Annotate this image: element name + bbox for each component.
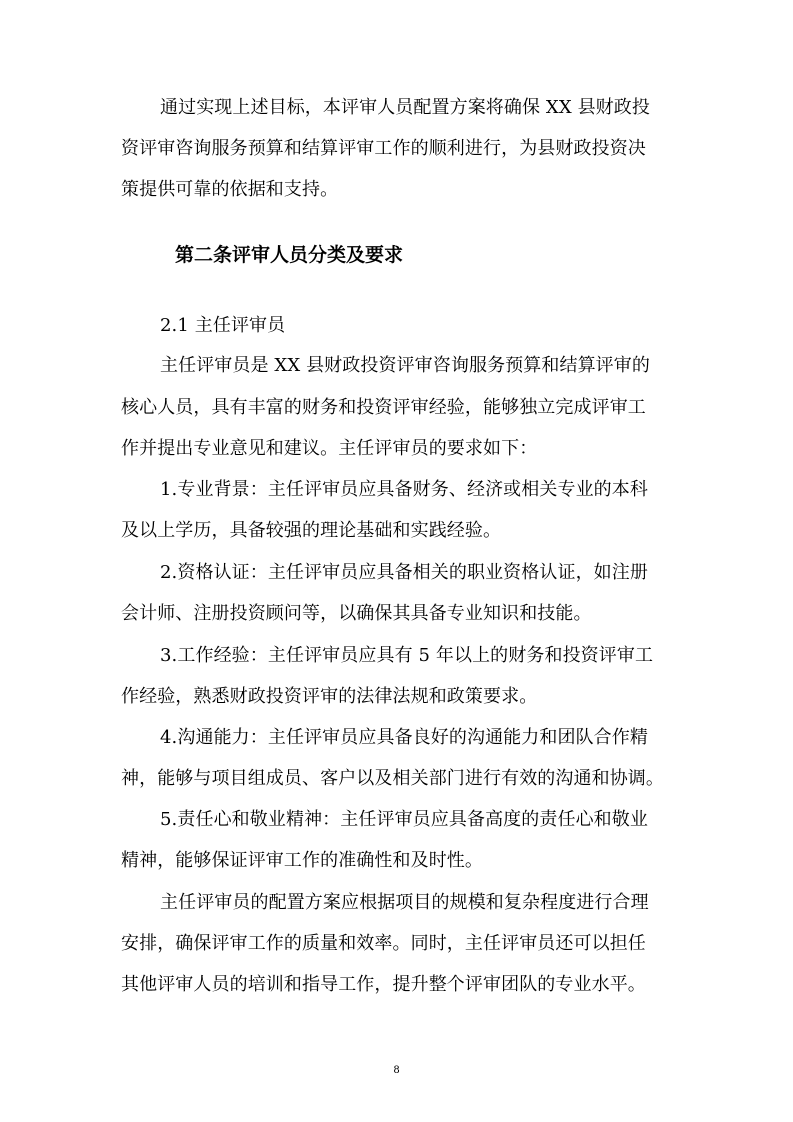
subsection-heading: 2.1 主任评审员	[160, 315, 286, 336]
intro-line-1: 通过实现上述目标，本评审人员配置方案将确保 XX 县财政投	[160, 97, 650, 118]
section-heading: 第二条评审人员分类及要求	[175, 244, 404, 266]
closing-line-2: 安排，确保评审工作的质量和效率。同时，主任评审员还可以担任	[121, 933, 646, 954]
requirement-4-line-2: 神，能够与项目组成员、客户以及相关部门进行有效的沟通和协调。	[121, 768, 664, 789]
closing-line-1: 主任评审员的配置方案应根据项目的规模和复杂程度进行合理	[160, 892, 649, 913]
requirement-1-line-2: 及以上学历，具备较强的理论基础和实践经验。	[121, 520, 502, 541]
closing-line-3: 其他评审人员的培训和指导工作，提升整个评审团队的专业水平。	[121, 974, 646, 995]
role-line-1: 主任评审员是 XX 县财政投资评审咨询服务预算和结算评审的	[160, 355, 650, 376]
requirement-5-line-2: 精神，能够保证评审工作的准确性和及时性。	[121, 850, 483, 871]
requirement-3-line-2: 作经验，熟悉财政投资评审的法律法规和政策要求。	[121, 686, 538, 707]
page-number: 8	[393, 1065, 400, 1076]
requirement-4-line-1: 4.沟通能力：主任评审员应具备良好的沟通能力和团队合作精	[160, 727, 648, 748]
intro-line-2: 资评审咨询服务预算和结算评审工作的顺利进行，为县财政投资决	[121, 138, 646, 159]
requirement-2-line-1: 2.资格认证：主任评审员应具备相关的职业资格认证，如注册	[160, 562, 648, 583]
requirement-5-line-1: 5.责任心和敬业精神：主任评审员应具备高度的责任心和敬业	[160, 809, 648, 830]
requirement-3-line-1: 3.工作经验：主任评审员应具有 5 年以上的财务和投资评审工	[160, 645, 654, 666]
role-line-2: 核心人员，具有丰富的财务和投资评审经验，能够独立完成评审工	[121, 397, 646, 418]
requirement-2-line-2: 会计师、注册投资顾问等，以确保其具备专业知识和技能。	[121, 603, 592, 624]
intro-line-3: 策提供可靠的依据和支持。	[121, 179, 339, 200]
role-line-3: 作并提出专业意见和建议。主任评审员的要求如下：	[121, 438, 538, 459]
requirement-1-line-1: 1.专业背景：主任评审员应具备财务、经济或相关专业的本科	[160, 479, 648, 500]
